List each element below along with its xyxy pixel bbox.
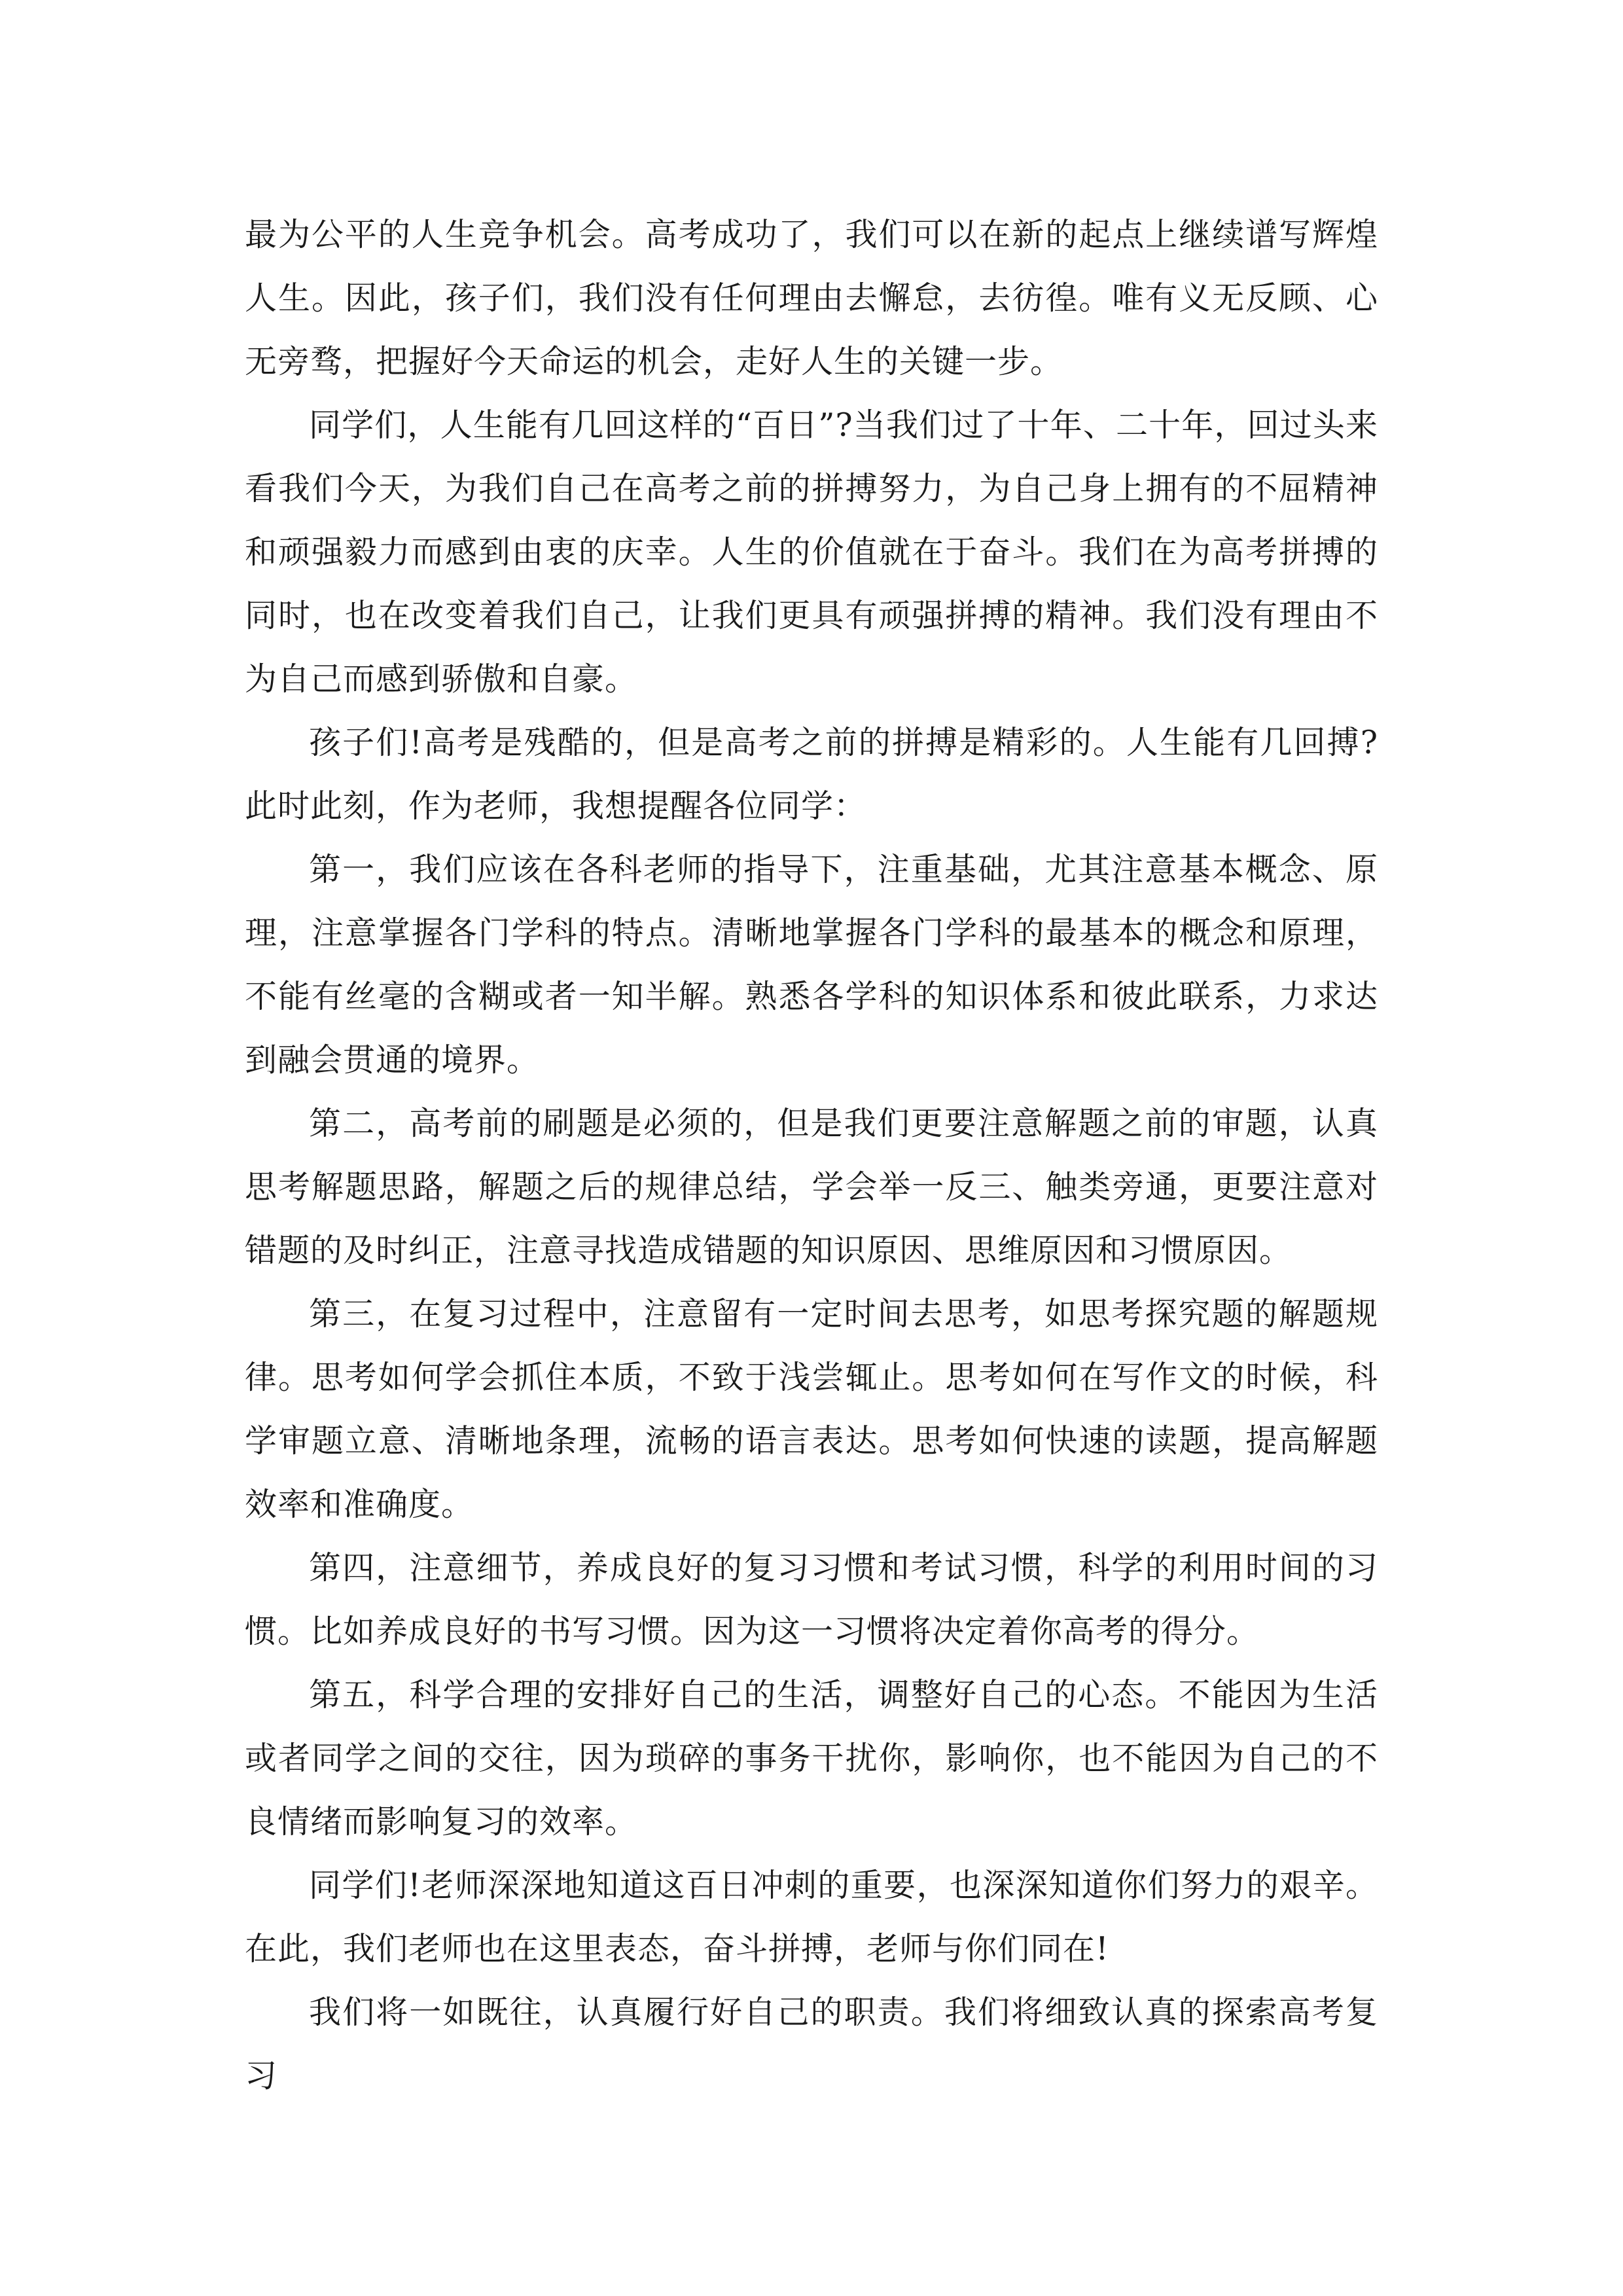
paragraph: 第一，我们应该在各科老师的指导下，注重基础，尤其注意基本概念、原理，注意掌握各门学科的特点。清晰地掌握各门学科的最基本的概念和原理，不能有丝毫的含糊或者一知半解。熟悉各学科的知识体系和彼此联系，力求达到融会贯通的境界。 (245, 851, 1378, 1079)
paragraph: 最为公平的人生竞争机会。高考成功了，我们可以在新的起点上继续谱写辉煌人生。因此，孩子们，我们没有任何理由去懈怠，去彷徨。唯有义无反顾、心无旁骛，把握好今天命运的机会，走好人生的关键一步。 (245, 216, 1378, 380)
paragraph: 我们将一如既往，认真履行好自己的职责。我们将细致认真的探索高考复习 (245, 1994, 1378, 2094)
paragraph: 孩子们!高考是残酷的，但是高考之前的拼搏是精彩的。人生能有几回搏?此时此刻，作为老师，我想提醒各位同学： (245, 724, 1378, 825)
paragraph: 同学们!老师深深地知道这百日冲刺的重要，也深深知道你们努力的艰辛。在此，我们老师也在这里表态，奋斗拼搏，老师与你们同在! (245, 1867, 1378, 1967)
paragraph: 第二，高考前的刷题是必须的，但是我们更要注意解题之前的审题，认真思考解题思路，解题之后的规律总结，学会举一反三、触类旁通，更要注意对错题的及时纠正，注意寻找造成错题的知识原因、思维原因和习惯原因。 (245, 1105, 1378, 1269)
paragraph: 同学们，人生能有几回这样的“百日”?当我们过了十年、二十年，回过头来看我们今天，为我们自己在高考之前的拼搏努力，为自己身上拥有的不屈精神和顽强毅力而感到由衷的庆幸。人生的价值就在于奋斗。我们在为高考拼搏的同时，也在改变着我们自己，让我们更具有顽强拼搏的精神。我们没有理由不为自己而感到骄傲和自豪。 (245, 406, 1378, 698)
paragraph: 第三，在复习过程中，注意留有一定时间去思考，如思考探究题的解题规律。思考如何学会抓住本质，不致于浅尝辄止。思考如何在写作文的时候，科学审题立意、清晰地条理，流畅的语言表达。思考如何快速的读题，提高解题效率和准确度。 (245, 1295, 1378, 1523)
paragraph: 第五，科学合理的安排好自己的生活，调整好自己的心态。不能因为生活或者同学之间的交往，因为琐碎的事务干扰你，影响你，也不能因为自己的不良情绪而影响复习的效率。 (245, 1676, 1378, 1840)
paragraph: 第四，注意细节，养成良好的复习习惯和考试习惯，科学的利用时间的习惯。比如养成良好的书写习惯。因为这一习惯将决定着你高考的得分。 (245, 1549, 1378, 1650)
document-page (245, 203, 1378, 2108)
